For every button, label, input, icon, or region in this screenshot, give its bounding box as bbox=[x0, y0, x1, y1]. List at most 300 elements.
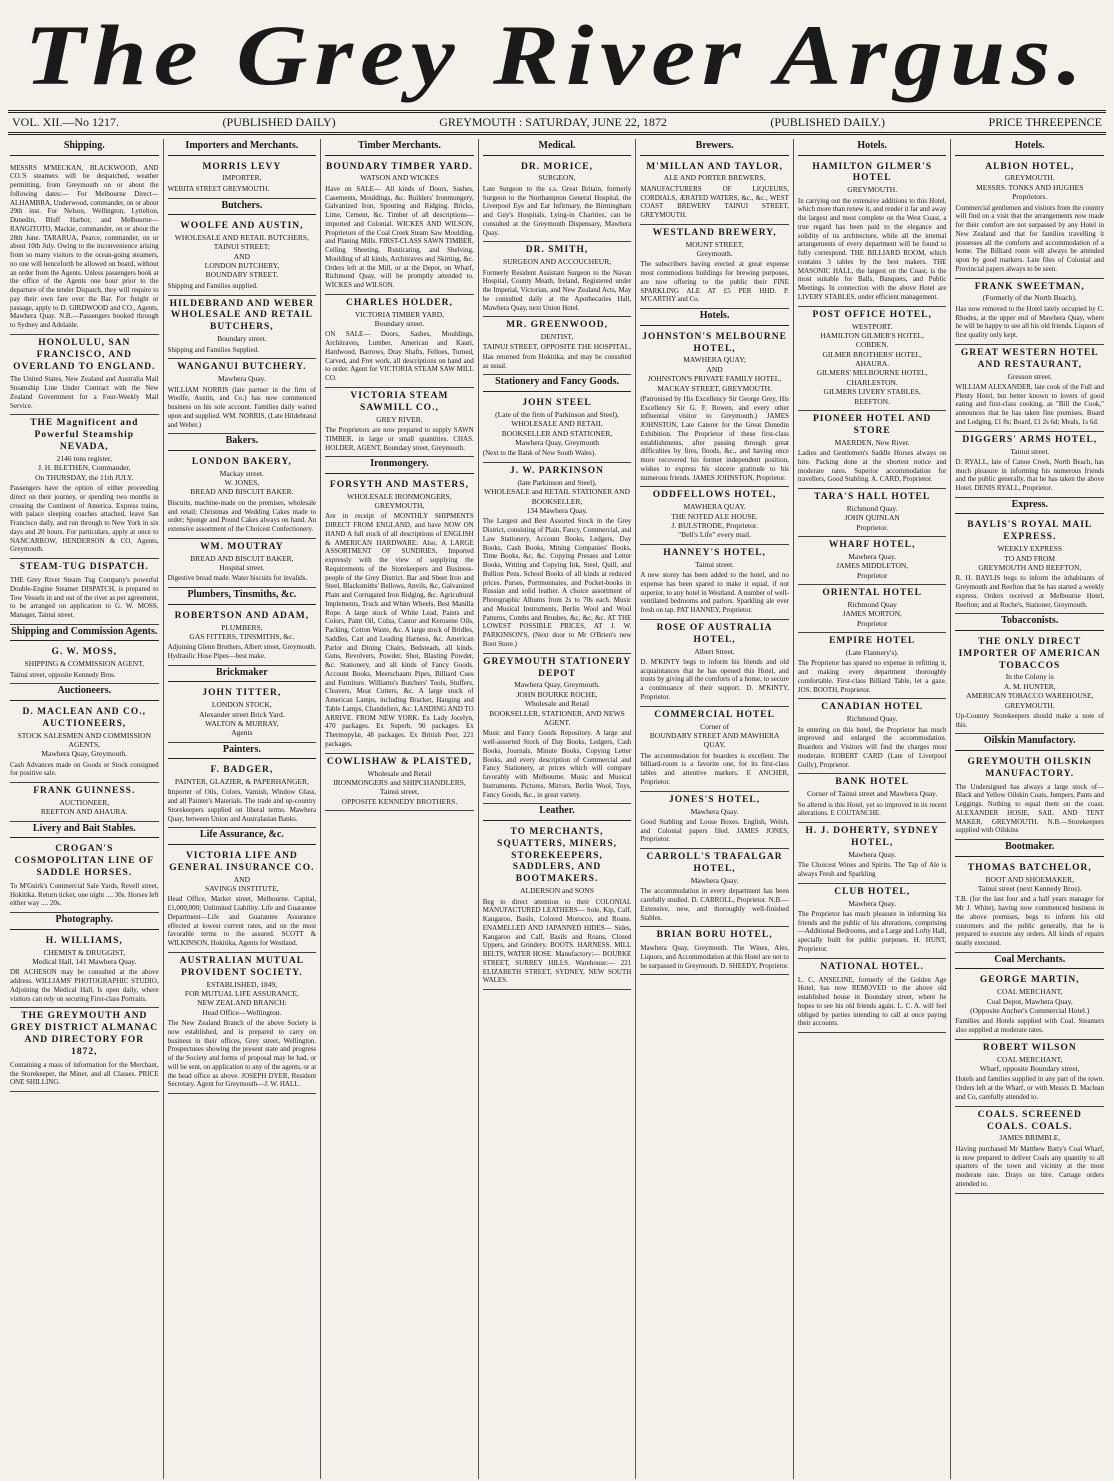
ad-line: J. BULSTRODE, Proprietor. bbox=[671, 521, 758, 530]
section-heading: Plumbers, Tinsmiths, &c. bbox=[168, 588, 317, 605]
ad-title: VICTORIA STEAM SAWMILL CO., bbox=[350, 390, 449, 413]
ad-title: WANGANUI BUTCHERY. bbox=[177, 362, 307, 373]
ad-body: Importer of Oils, Colors, Varnish, Window Glass, and all Painter's Materials. The trade and up-country Storekeepers supplied on liberal terms. Mawhera Quay, between Union and Australasian Banks. bbox=[167, 788, 317, 823]
ad-body: Has returned from Hokitika, and may be consulted as usual. bbox=[482, 352, 632, 370]
section-heading: Coal Merchants. bbox=[955, 953, 1104, 970]
section-heading: Express. bbox=[955, 498, 1104, 515]
ad-line: Agents bbox=[231, 728, 253, 738]
ad-body: Beg to direct attention to their COLONIAL MANUFACTURED LEATHERS— Sole, Kip, Calf, Kangaroo, Basils, Colored Morocco, and Roans. ENAMELLED AND JAPANNED HIDES— Sides, Kangaroo and Calf, Basils and Roans, Closed Uppers, and Grindery. BOOTS. HARNESS. MILL BELTS, WATER HOSE. Manufactory:— BOURKE STREET, SURREY HILLS. Warehouse:— 221 ELIZABETH STREET, SYDNEY, NEW SOUTH WALES. bbox=[482, 897, 632, 985]
ad-line: ALDERSON and SONS bbox=[520, 886, 594, 896]
ad-line: GILMERS' MELBOURNE HOTEL, bbox=[816, 368, 928, 378]
ad-line: AND bbox=[706, 364, 723, 374]
ad-line: GREY RIVER. bbox=[376, 414, 423, 424]
ad-title: CARROLL'S TRAFALGAR HOTEL, bbox=[646, 852, 783, 874]
ad-title: HANNEY'S HOTEL, bbox=[663, 547, 766, 558]
ad-line: VICTORIA TIMBER YARD, bbox=[354, 309, 445, 319]
ad-body: (Next to the Bank of New South Wales). bbox=[482, 449, 596, 458]
ad-line: GILMER BROTHERS' HOTEL, bbox=[822, 349, 922, 359]
volume-number: VOL. XII.—No 1217. bbox=[12, 115, 119, 129]
ad-line: GREYMOUTH, bbox=[374, 501, 425, 510]
ad-body: The accommodation in every department has been carefully studied. D. CARROLL, Proprietor. N.B.—Extensive, new, and thoroughly well-finished Stables. bbox=[640, 887, 789, 922]
advertisement bbox=[168, 539, 317, 588]
advertisement bbox=[798, 489, 947, 537]
ad-title: H. J. DOHERTY, SYDNEY HOTEL, bbox=[805, 826, 939, 848]
ad-body: Tainui street, opposite Kennedy Bros. bbox=[10, 670, 116, 679]
ad-title: THOMAS BATCHELOR, bbox=[967, 862, 1092, 873]
ad-title: GREYMOUTH STATIONERY DEPOT bbox=[483, 656, 631, 679]
ad-title: COWLISHAW & PLAISTED, bbox=[326, 756, 473, 767]
advertisement bbox=[640, 225, 789, 309]
advertisement bbox=[640, 329, 789, 488]
ad-line: GREYMOUTH. bbox=[1004, 173, 1055, 183]
advertisement bbox=[483, 242, 632, 317]
advertisement bbox=[955, 279, 1104, 345]
section-heading: Tobacconists. bbox=[955, 614, 1104, 631]
ad-title: WOOLFE AND AUSTIN, bbox=[180, 221, 304, 231]
ad-line: SHIPPING & COMMISSION AGENT, bbox=[24, 659, 145, 669]
advertisement bbox=[168, 848, 317, 953]
ad-body: THE Grey River Steam Tug Company's powerful Double-Engine Steamer DISPATCH, is prepared to Tow Vessels in and out of the river as per agreement, to be arranged on application to G. W. MOSS, Manager, Tainui street. bbox=[10, 576, 159, 619]
advertisement bbox=[640, 159, 789, 225]
advertisement bbox=[483, 654, 632, 805]
ad-body: Good Stabling and Loose Boxes. English, Welsh, and Colonial papers filed. JAMES JONES, Proprietor. bbox=[640, 817, 789, 844]
ad-title: AUSTRALIAN MUTUAL PROVIDENT SOCIETY. bbox=[179, 955, 305, 978]
ad-line: GAS FITTERS, TINSMITHS, &c. bbox=[189, 631, 295, 641]
ad-body: MANUFACTURERS OF LIQUEURS, CORDIALS, ÆRATED WATERS, &c., &c., WEST COAST BREWERY TAINUI STREET, GREYMOUTH. bbox=[640, 184, 789, 219]
ad-body: The Proprietors are now prepared to supply SAWN TIMBER, in large or small quantities. CHAS. HOLDER, AGENT, Boundary street, Greymouth. bbox=[325, 426, 474, 452]
ad-line: JOHN QUINLAN bbox=[844, 513, 900, 523]
ad-line: Proprietors. bbox=[1012, 192, 1048, 202]
ad-line: JOHN BOURKE ROCHE, bbox=[516, 689, 598, 699]
ad-title: GREYMOUTH OILSKIN MANUFACTORY. bbox=[967, 756, 1092, 779]
advertisement bbox=[955, 432, 1104, 498]
ad-title: ORIENTAL HOTEL bbox=[822, 588, 922, 598]
advertisement bbox=[798, 411, 947, 489]
ad-line: THE NOTED ALE HOUSE. bbox=[671, 511, 758, 521]
ad-line: A. M. HUNTER, bbox=[1003, 681, 1056, 691]
ad-title: HONOLULU, SAN FRANCISCO, AND OVERLAND TO ENGLAND. bbox=[13, 337, 156, 372]
ad-title: STEAM-TUG DISPATCH. bbox=[19, 562, 149, 573]
ad-title: H. WILLIAMS, bbox=[45, 935, 123, 946]
advertisement bbox=[640, 849, 789, 927]
newspaper-title: The Grey River Argus. bbox=[24, 7, 1090, 103]
advertisement bbox=[168, 159, 317, 199]
advertisement bbox=[640, 545, 789, 620]
advertisement bbox=[798, 699, 947, 774]
ad-title: BRIAN BORU HOTEL, bbox=[656, 930, 773, 941]
section-heading: Painters. bbox=[168, 743, 317, 760]
advertisement bbox=[955, 860, 1104, 953]
ad-line: BOUNDARY STREET AND MAWHERA QUAY. bbox=[649, 730, 780, 750]
advertisement bbox=[955, 754, 1104, 840]
ad-line: BREAD AND BISCUIT BAKER, bbox=[190, 553, 294, 563]
ad-line: WHOLESALE AND RETAIL BUTCHERS, bbox=[174, 232, 309, 242]
ad-line: CHARLESTON. bbox=[846, 377, 898, 387]
advertisement bbox=[483, 395, 632, 463]
ad-line: Alexander street Brick Yard. bbox=[199, 709, 285, 719]
ad-line: Mawhera Quay. bbox=[848, 849, 897, 859]
ad-line: COBDEN. bbox=[855, 340, 889, 350]
ad-body: DR ACHESON may be consulted at the above address. WILLIAMS' PHOTOGRAPHIC STUDIO, Adjoining the Medical Hall, Is open daily, where visitors can rely on securing First-class Portraits. bbox=[10, 968, 159, 1003]
ad-line: WEEKLY EXPRESS bbox=[997, 544, 1063, 554]
ad-body: Families and Hotels supplied with Coal. Steamers also supplied at moderate rates. bbox=[955, 1017, 1105, 1034]
section-heading: Oilskin Manufactory. bbox=[955, 734, 1104, 751]
price: PRICE THREEPENCE bbox=[988, 115, 1102, 129]
advertisement bbox=[955, 345, 1104, 432]
ad-body: Containing a mass of information for the Merchant, the Storekeeper, the Miner, and all Classes. PRICE ONE SHILLING. bbox=[10, 1060, 159, 1087]
ad-body: Cash Advances made on Goods or Stock consigned for positive sale. bbox=[10, 760, 159, 778]
column-3 bbox=[321, 139, 479, 1479]
ad-line: TAINUI STREET, OPPOSITE THE HOSPITAL, bbox=[482, 341, 632, 351]
ad-body: Have on SALE— All kinds of Doors, Sashes, Casements, Mouldings, &c. Builders' Ironmongery, Galvanized Iron, Spouting and Ridging. Bricks, Lime, Cement, &c. Timber of all descriptions—imported and Colonial. WICKES AND WILSON, Proprietors of the Coal Creek Steam Saw Moulding, and Planing Mills. FIRST-CLASS SAWN TIMBER, Ceiling Sheeting, Rusticating, and Shelving, Moulding of all kinds, Architraves and Skirting, &c. Orders left at the Mill, or at the Depot, on Wharf, Richmond Quay, will be promptly attended to. WICKES and WILSON. bbox=[325, 184, 474, 289]
advertisement bbox=[168, 953, 317, 1094]
ad-body: In carrying out the extensive additions to this Hotel, which more than renew it, and render it far and away the largest and most complete on the West Coast, a true regard has been paid to the elegance and solidity of its architecture, while all the internal arrangements of every department will be found to fully correspond. THE BILLIARD ROOM, which contains 3 tables by the best makers. THE MASONIC HALL, the largest on the Coast, is the most suitable for Balls, Banquets, and Public Meetings. In connection with the above Hotel are LIVERY STABLES, under efficient management. bbox=[797, 196, 947, 301]
dateline bbox=[8, 110, 1106, 135]
ad-line: PLUMBERS, bbox=[221, 622, 263, 632]
advertisement bbox=[483, 317, 632, 375]
ad-body: In entering on this hotel, the Proprietor has much improved and enlarged the accommodation. Boarders and Visitors will find the charges most moderate. ROBERT CARD (Late of Liverpool Gully), Proprietor. bbox=[797, 725, 947, 769]
advertisement bbox=[640, 487, 789, 544]
advertisement bbox=[10, 159, 159, 335]
advertisement bbox=[640, 927, 789, 975]
section-heading: Brickmaker bbox=[168, 666, 317, 683]
ad-line: Tainui street. bbox=[1010, 446, 1050, 456]
ad-title: MR. GREENWOOD, bbox=[506, 320, 608, 331]
ad-title: TARA'S HALL HOTEL bbox=[814, 492, 931, 502]
ad-line: COAL MERCHANT, bbox=[997, 1054, 1063, 1064]
ad-body: The Proprietor has spared no expense in refitting it, and making every department thoroughly comfortable. First-class Billiard Table, let a gaze. JOS. BOOTH, Proprietor. bbox=[797, 659, 947, 694]
ad-line: WHOLESALE and RETAIL STATIONER AND BOOKSELLER, bbox=[484, 487, 631, 506]
advertisement bbox=[10, 933, 159, 1009]
ad-title: ROSE OF AUSTRALIA HOTEL, bbox=[656, 622, 773, 645]
ad-title: HAMILTON GILMER'S HOTEL bbox=[812, 161, 933, 184]
ad-title: GREAT WESTERN HOTEL AND RESTAURANT, bbox=[960, 347, 1099, 370]
ad-line: W. JONES, bbox=[224, 478, 260, 487]
ad-line: Mawhera Quay. bbox=[848, 551, 897, 561]
ad-line: WHOLESALE AND RETAIL bbox=[511, 419, 603, 429]
ad-line: Hospital street. bbox=[219, 563, 265, 572]
ad-body: D. M'KINTY begs to inform his friends and old acquaintances that he has opened this Hotel, and trusts by giving all the comforts of a home, to secure a continuance of their support. D. M'KINTY, Proprietor. bbox=[640, 657, 789, 701]
ad-body: D. RYALL, late of Canoe Creek, North Beach, has much pleasure in informing his numerous friends and the public generally, that he has taken the above Hotel. DENIS RYALL, Proprietor. bbox=[955, 457, 1105, 493]
ad-line: MACKAY STREET, GREYMOUTH. bbox=[657, 383, 772, 393]
section-heading: Hotels. bbox=[798, 139, 947, 156]
section-heading: Hotels. bbox=[640, 309, 789, 326]
column-1 bbox=[6, 139, 164, 1479]
advertisement bbox=[640, 620, 789, 707]
ad-title: BOUNDARY TIMBER YARD. bbox=[325, 161, 473, 172]
ad-line: SURGEON, bbox=[538, 173, 576, 183]
advertisement bbox=[325, 159, 474, 295]
ad-line: Gresson street. bbox=[1007, 371, 1053, 381]
ad-title: CANADIAN HOTEL bbox=[821, 702, 924, 713]
published-daily-right: (PUBLISHED DAILY.) bbox=[770, 115, 885, 129]
ad-body: The accommodation for boarders is excellent. The billiard-room is a favorite one, for its first-class tables and attentive markers. E ANCHER, Proprietor. bbox=[640, 751, 789, 786]
ad-line: AMERICAN TOBACCO WAREHOUSE, GREYMOUTH. bbox=[966, 691, 1094, 710]
advertisement bbox=[955, 1040, 1104, 1107]
ad-line: Proprietor. bbox=[856, 522, 889, 532]
advertisement bbox=[483, 463, 632, 654]
advertisement bbox=[640, 792, 789, 850]
ad-line: BOOKSELLER AND STATIONER, bbox=[501, 428, 613, 438]
ad-title: WHARF HOTEL, bbox=[828, 540, 916, 550]
section-heading: Hotels. bbox=[955, 139, 1104, 156]
ad-title: COALS. SCREENED COALS. COALS. bbox=[977, 1109, 1082, 1132]
ad-body: The subscribers having erected at great expense most commodious buildings for brewing purposes, are now offering to the public their FINE SPARKLING ALE AT £5 PER HHD. P. M'CARTHY and Co. bbox=[640, 260, 789, 304]
section-heading: Stationery and Fancy Goods. bbox=[483, 375, 632, 392]
ad-line: TO AND FROM bbox=[1004, 553, 1056, 563]
ad-line: LONDON BUTCHERY, bbox=[204, 261, 280, 270]
ad-line: (Formerly of the North Beach), bbox=[982, 293, 1077, 303]
ad-body: (Patronised by His Excellency Sir George Grey, His Excellency Sir G. F. Bowen, and every other influential visitor to Greymouth.) JAMES JOHNSTON, Late Caterer for the Great Dunedin Exhibition. The Proprietor of these first-class establishments, after passing through great difficulties by fires, floods, &c., and having once more recovered his former independent position, wishes to express his sincere gratitude to his numerous friends. JAMES JOHNSTON, Proprietor. bbox=[640, 394, 789, 482]
ad-line: Wharf, opposite Boundary street, bbox=[979, 1064, 1080, 1073]
section-heading: Importers and Merchants. bbox=[168, 139, 317, 156]
section-heading: Timber Merchants. bbox=[325, 139, 474, 156]
ad-title: DR. MORICE, bbox=[521, 161, 593, 172]
ad-line: MESSRS. TONKS AND HUGHES bbox=[976, 182, 1084, 192]
ad-line: ALE AND PORTER BREWERS, bbox=[663, 173, 766, 183]
ad-body: Commercial gentlemen and visitors from the country will find on a visit that the arrangements now made for their comfort are not surpassed by any Hotel in New Zealand and that for families travelling it possesses all the comforts and accommodation of a home. The Billiard room will always be attended upon by good markers. Late files of Colonial and Provincial papers always to be seen. bbox=[955, 203, 1105, 273]
advertisement bbox=[798, 585, 947, 633]
section-heading: Auctioneers. bbox=[10, 684, 159, 701]
ad-body: L. C. ANSELINE, formerly of the Golden Age Hotel, has now REMOVED to the above old established house in Boundary street, where he hopes to see his old friends again. L. C. A. will feel obliged by parties intending to call at once paying their accounts. bbox=[797, 975, 947, 1028]
ad-body: Are in receipt of MONTHLY SHIPMENTS DIRECT FROM ENGLAND, and have NOW ON HAND A full stock of all descriptions of ENGLISH & AMERICAN HARDWARE: Also, A LARGE ASSORTMENT OF SUNDRIES, Imported expressly with the view of supplying the Requirements of the Storekeepers and Business-people of the Grey District. Bar and Sheet Iron and Steel, Blacksmiths' Bellows, Anvils, &c, Galvanized Plain and Corrugated Iron Ridging, &c. Agricultural Implements, Truck and Whim Wheels, Best Manilla Rope. A large stock of White Lead, Paints and Colors, Paint Oil, Colza, Castor and Kerosene Oils, Packing, Cotton Waste, &c. A large stock of Bridles, Saddles, Cart and Leading Harness, &c. American Parlor and Dining Chairs, Bedsteads, all kinds. Guns, Revolvers, Powder, Shot, Blasting Powder, &c. Stationery, and all kinds of Fancy Goods. Account Books, Meerschaum Pipes, Billiard Cues and Furniture. Williams's Butchers' Tools, Stuffers, Cleavers, Meat Cutters, &c. A large stock of American Lamps, including Bracket, Hanging and Table Lamps, Chandeliers, &c. LANDING AND TO ARRIVE. FROM NEW YORK. Ex Lady Jocelyn, 470 packages. Ex Superb, 90 packages. Ex Thermopylæ, 48 packages. Ex British Peer, 221 packages. bbox=[325, 512, 474, 748]
section-heading: Bootmaker. bbox=[955, 840, 1104, 857]
ad-line: Mawhera Quay. bbox=[217, 374, 266, 384]
ad-line: J. H. BLETHEN, Commander, bbox=[38, 463, 131, 473]
ad-body: Shipping and Families supplied. bbox=[167, 281, 258, 290]
ad-line: JAMES BRIMBLE, bbox=[999, 1133, 1061, 1143]
ad-line: GREYMOUTH AND REEFTON, bbox=[978, 562, 1082, 572]
ad-title: WESTLAND BREWERY, bbox=[652, 227, 777, 238]
advertisement bbox=[640, 707, 789, 792]
ad-line: 134 Mawhera Quay. bbox=[526, 506, 588, 515]
advertisement bbox=[483, 824, 632, 990]
ad-title: PIONEER HOTEL AND STORE bbox=[813, 413, 932, 436]
advertisement bbox=[798, 823, 947, 884]
ad-body: Shipping and Families Supplied. bbox=[167, 345, 259, 354]
ad-title: NATIONAL HOTEL. bbox=[820, 961, 924, 972]
advertisement bbox=[798, 633, 947, 699]
ad-line: Tainui street, bbox=[379, 787, 419, 797]
advertisement bbox=[483, 159, 632, 243]
ad-body: The Choicest Wines and Spirits. The Tap of Ale is always Fresh and Sparkling bbox=[797, 861, 947, 878]
ad-line: Wholesale and Retail bbox=[367, 768, 432, 778]
advertisement bbox=[798, 307, 947, 411]
ad-title: WM. MOUTRAY bbox=[200, 541, 284, 552]
ad-title: F. BADGER, bbox=[210, 765, 274, 776]
ad-body: So altered is this Hotel, yet so improved in its recent alterations. E COUTANCHE. bbox=[797, 800, 947, 818]
ad-line: IMPORTER, bbox=[222, 173, 262, 183]
ad-line: Coal Depot, Mawhera Quay, bbox=[986, 996, 1073, 1006]
ad-line: (Late Flannery's). bbox=[845, 647, 899, 657]
ad-line: ESTABLISHED, 1849, bbox=[206, 979, 278, 989]
ad-title: DIGGERS' ARMS HOTEL, bbox=[962, 434, 1098, 445]
ad-line: IRONMONGERS and SHIPCHANDLERS, bbox=[333, 777, 466, 787]
advertisement bbox=[168, 685, 317, 742]
ad-line: WESTPORT. bbox=[851, 321, 893, 331]
ad-line: Proprietor bbox=[856, 570, 888, 580]
published-daily-left: (PUBLISHED DAILY) bbox=[222, 115, 336, 129]
ad-line: JOHNSTON'S PRIVATE FAMILY HOTEL, bbox=[647, 374, 782, 384]
advertisement bbox=[10, 559, 159, 625]
ad-line: BOOT AND SHOEMAKER, bbox=[985, 874, 1074, 884]
section-heading: Leather. bbox=[483, 804, 632, 821]
ad-body: WILLIAM ALEXANDER, late cook of the Full and Plenty Hotel, but better known to lovers of good eating and first-class cooking, as "Bill the Cook," announces that he has taken fine premises. Board and Lodging, £1 8s; Board, £1 2s 6d; Meals, 1s 6d. bbox=[955, 382, 1105, 426]
ad-title: BAYLIS'S ROYAL MAIL EXPRESS. bbox=[967, 520, 1093, 543]
ad-line: AUCTIONEER, bbox=[59, 798, 110, 807]
ad-line: MOUNT STREET, bbox=[685, 239, 744, 249]
ad-title: M'MILLAN AND TAYLOR, bbox=[646, 161, 783, 172]
ad-body: T.B. (for the last four and a half years manager for Mr J. White), having now commenced business in the above premises, begs to inform his old customers and the public generally, that he is prepared to execute any orders. All kinds of repairs neatly executed. bbox=[955, 895, 1105, 947]
ad-line: Mawhera Quay. bbox=[690, 806, 739, 816]
section-heading: Life Assurance, &c. bbox=[168, 828, 317, 845]
ad-title: D. MACLEAN AND CO., AUCTIONEERS, bbox=[22, 706, 147, 729]
ad-line: Greymouth. bbox=[696, 249, 733, 258]
ad-line: LONDON STOCK, bbox=[211, 700, 272, 710]
advertisement bbox=[798, 774, 947, 823]
ad-line: Corner of Tainui street and Mawhera Quay. bbox=[807, 789, 938, 799]
ad-body: Up-Country Storekeepers should make a note of this. bbox=[955, 711, 1105, 729]
masthead bbox=[0, 0, 1114, 110]
advertisement bbox=[10, 704, 159, 783]
advertisement bbox=[955, 634, 1104, 735]
ad-line: Corner of bbox=[700, 721, 730, 731]
advertisement bbox=[10, 783, 159, 822]
ad-line: Proprietor bbox=[856, 618, 888, 628]
section-heading: Photography. bbox=[10, 913, 159, 930]
ad-title: ROBERT WILSON bbox=[982, 1042, 1077, 1053]
issue-date: GREYMOUTH : SATURDAY, JUNE 22, 1872 bbox=[439, 115, 667, 129]
advertisement bbox=[10, 335, 159, 416]
section-heading: Medical. bbox=[483, 139, 632, 156]
advertisement bbox=[798, 884, 947, 959]
ad-body: Has now removed to the Hotel lately occupied by C. Rhodes, at the upper end of Mawhera Quay, where he will be happy to see all his old friends. Liquors of first quality only kept. bbox=[955, 304, 1105, 339]
column-5 bbox=[636, 139, 794, 1479]
ad-title: THE ONLY DIRECT IMPORTER OF AMERICAN TOBACCOS bbox=[958, 636, 1101, 671]
ad-line: On THURSDAY, the 11th JULY. bbox=[35, 472, 134, 482]
ad-line: MAWHERA QUAY. bbox=[683, 502, 746, 512]
ad-line: AND bbox=[233, 874, 250, 884]
ad-line: HAMILTON GILMER'S HOTEL, bbox=[820, 330, 924, 340]
ad-body: Mawhera Quay, Greymouth. The Wines, Ales, Liquors, and Accommodation at this Hotel are not to be surpassed in Greymouth. D. SHEEDY, Proprietor. bbox=[640, 944, 789, 970]
ad-line: Albert Street. bbox=[694, 646, 735, 656]
ad-body: Hotels and families supplied in any part of the town. Orders left at the Wharf, or with Messrs D. Maclean and Co, carefully attended to. bbox=[955, 1075, 1105, 1101]
advertisement bbox=[955, 517, 1104, 614]
ad-line: BOOKSELLER, STATIONER, AND NEWS AGENT. bbox=[489, 708, 625, 727]
ad-line: GILMERS LIVERY STABLES, bbox=[823, 387, 921, 397]
ad-line: Mawhera Quay, Greymouth. bbox=[41, 749, 128, 759]
ad-body: Ladies and Gentlemen's Saddle Horses always on hire. Packing done at the shortest notice and moderate rates. Superior accommodation for travellers, Good Stabling. A. CARD, Proprietor. bbox=[797, 449, 947, 484]
ad-title: ALBION HOTEL, bbox=[985, 161, 1075, 172]
advertisement bbox=[10, 415, 159, 559]
ad-line: AND bbox=[233, 251, 250, 261]
advertisement bbox=[955, 159, 1104, 279]
ad-body: The Undersigned has always a large stock of— Black and Yellow Oilskin Coats, Jumpers, Pants and Leggings. Nothing to equal them on the coast. ALEXANDER HOSIE, SAIL AND TENT MAKER, GREYMOUTH. N.B.—Storekeepers supplied with Oilskins bbox=[955, 782, 1105, 835]
ad-line: Richmond Quay. bbox=[846, 714, 898, 724]
ad-line: WATSON AND WICKES bbox=[360, 173, 439, 183]
column-6 bbox=[794, 139, 952, 1479]
ad-line: Boundary street. bbox=[374, 319, 425, 328]
ad-title: LONDON BAKERY, bbox=[191, 456, 292, 467]
ad-title: THE GREYMOUTH AND GREY DISTRICT ALMANAC AND DIRECTORY FOR 1872, bbox=[10, 1011, 159, 1057]
advertisement bbox=[168, 359, 317, 434]
ad-line: Tainui street (next Kennedy Bros). bbox=[977, 883, 1082, 893]
ad-line: REEFTON AND AHAURA. bbox=[40, 807, 128, 817]
column-4 bbox=[479, 139, 637, 1479]
ad-title: JONES'S HOTEL, bbox=[669, 794, 761, 805]
advertisement bbox=[168, 762, 317, 828]
ad-title: GEORGE MARTIN, bbox=[979, 975, 1080, 986]
ad-line: (Late of the firm of Parkinson and Steel), bbox=[495, 409, 619, 419]
advertisement bbox=[10, 1008, 159, 1092]
ad-line: Richmond Quay. bbox=[846, 503, 898, 513]
ad-line: DENTIST, bbox=[540, 332, 574, 342]
ad-title: MORRIS LEVY bbox=[202, 161, 282, 172]
ad-body: WEBITA STREET GREYMOUTH. bbox=[167, 184, 270, 193]
ad-line: Mawhera Quay. bbox=[690, 875, 739, 885]
ad-line: Tainui street. bbox=[695, 559, 735, 569]
ad-body: R. H. BAYLIS begs to inform the inhabitants of Greymouth and Reefton that he has started a weekly express. Orders received at Melbourne Hotel, Reefton; and at Roche's, Stationer, Greymouth. bbox=[955, 574, 1105, 609]
ad-line: BREAD AND BISCUIT BAKER. bbox=[190, 487, 294, 497]
ad-title: DR. SMITH, bbox=[525, 245, 589, 256]
ad-body: Formerly Resident Assistant Surgeon to the Navan Hospital, County Meath, Ireland, Registered under the Imperial, Victorian, and New Zealand Acts, May be consulted daily at the Apothecaries Hall, Mawhera Quay, next Union Hotel. bbox=[482, 268, 632, 312]
section-heading: Ironmongery. bbox=[325, 457, 474, 474]
advertisement bbox=[168, 296, 317, 360]
ad-body: Passengers have the option of either proceeding direct on their journey, or spending two months in crossing the Continent of America. Express trains, with palace sleeping coaches attached, leave San Francisco daily, and run through to New York in six days and 20 hours. For particulars, apply at once to NANCARROW, HENDERSON & CO, Agents, Greymouth. bbox=[10, 484, 159, 554]
ad-line: GREYMOUTH. bbox=[847, 185, 898, 195]
ad-title: CHARLES HOLDER, bbox=[346, 297, 453, 308]
ad-body: To M'Guirk's Commercial Sale Yards, Revell street, Hokitika. Return ticket, one night .... 30s. Horses left either way .... 20s. bbox=[10, 881, 159, 908]
ad-body: The Largest and Best Assorted Stock in the Grey District, consisting of Plain, Fancy, Commercial, and Law Stationery, Account Books, Ledgers, Day Books, Cash Books, Mining Companies' Books, Time Books, &c, &c. Copying Presses and Letter Books, Writing and Copying Ink, Steel, Quill, and Bullion Pens. School Books of all kinds at reduced prices. Purses, Portmonnaies, and Pocket-books in Russian and solid leather. A choice assortment of Photographic Albums from 2s to 70s each. Music and Musical Instruments, Berlin Wool and Wool Patterns, Combs and Brushes, &c, &c, &c. AT THE LOWEST POSSIBLE PRICES, AT J. W. PARKINSON'S, (Next door to Mr O'Brien's new Boot Store.) bbox=[482, 517, 632, 648]
ad-body: The United States, New Zealand and Australia Mail Steamship Line Under Contract with the New Zealand Government for a Four-Weekly Mail Service. bbox=[10, 375, 159, 410]
advertisement bbox=[168, 608, 317, 666]
ad-line: In the Colony is bbox=[1005, 672, 1054, 682]
ad-line: Medical Hall, 141 Mawhera Quay. bbox=[32, 956, 137, 966]
ad-line: "Bell's Life" every mail. bbox=[678, 530, 752, 540]
ad-line: Wholesale and Retail bbox=[524, 699, 590, 709]
column-7 bbox=[951, 139, 1108, 1479]
ad-title: BANK HOTEL bbox=[835, 777, 909, 788]
advertisement bbox=[10, 644, 159, 684]
ad-line: BOUNDARY STREET. bbox=[205, 270, 279, 280]
ad-line: AHAURA. bbox=[855, 359, 890, 368]
ad-body: Digestive bread made. Water biscuits for invalids. bbox=[167, 574, 308, 583]
ad-line: COAL MERCHANT, bbox=[997, 987, 1063, 997]
ad-title: JOHN TITTER, bbox=[202, 688, 282, 699]
ad-title: POST OFFICE HOTEL, bbox=[812, 309, 932, 320]
ad-line: Mawhera Quay, Greymouth. bbox=[514, 680, 600, 690]
ad-title: VICTORIA LIFE AND GENERAL INSURANCE CO. bbox=[169, 850, 315, 873]
advertisement bbox=[798, 537, 947, 585]
ad-line: SAVINGS INSTITUTE, bbox=[205, 884, 279, 893]
advertisement bbox=[325, 295, 474, 388]
ad-line: REEFTON. bbox=[854, 396, 890, 406]
section-heading: Bakers. bbox=[168, 434, 317, 451]
ad-title: ODDFELLOWS HOTEL, bbox=[652, 490, 777, 501]
ad-body: ON SALE— Doors, Sashes, Mouldings, Architraves, Lumber, American and Kauri, Hardwood, Barrows, Dray Shafts, Felloes, Turned, Carved, and Fret work, all descriptions on hand and to order. Agent for VICTORIA STEAM SAW MILL CO. bbox=[325, 330, 474, 383]
advertisement bbox=[325, 388, 474, 457]
advertisement bbox=[325, 477, 474, 754]
ad-body: The New Zealand Branch of the above Society is now established, and is prepared to carry on business in their offices, Grey street, Wellington. Prospectuses showing the present state and progress of the Society and forms of proposal may be had, or will be sent, on application to any of the agents, or at the head office as above. JOSEPH DYER, Resident Secretary. Agent for Greymouth—J. W. HALL. bbox=[167, 1019, 317, 1089]
ad-line: SURGEON AND ACCOUCHEUR, bbox=[502, 257, 612, 267]
advertisement bbox=[10, 841, 159, 913]
column-2 bbox=[164, 139, 322, 1479]
ad-body: Having purchased Mr Matthew Batty's Coal Wharf, is now prepared to deliver Coals any quantity to all quarters of the town and vicinity at the most moderate rate. Drays on hire. Cartage orders attended to. bbox=[955, 1144, 1105, 1188]
advertisement bbox=[955, 972, 1104, 1040]
ad-title: FRANK SWEETMAN, bbox=[974, 281, 1085, 292]
ad-line: TAINUI STREET; bbox=[213, 242, 270, 252]
ad-line: MAERDEN, New River. bbox=[834, 437, 910, 447]
